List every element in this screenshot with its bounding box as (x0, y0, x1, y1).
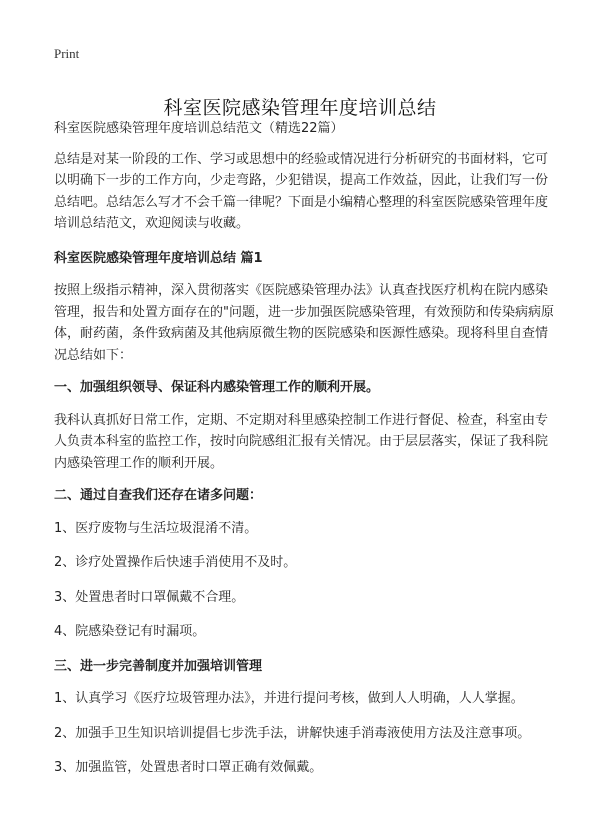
intro-paragraph: 总结是对某一阶段的工作、学习或思想中的经验或情况进行分析研究的书面材料，它可以明确下一步的工作方向，少走弯路，少犯错误，提高工作效益，因此，让我们写一份总结吧。总结怎么写才不会千篇一律呢？下面是小编精心整理的科室医院感染管理年度培训总结范文，欢迎阅读与收藏。 (54, 151, 549, 231)
document-title: 科室医院感染管理年度培训总结 (163, 96, 437, 119)
list-item: 2、加强手卫生知识培训提倡七步洗手法，讲解快速手消毒液使用方法及注意事项。 (54, 725, 531, 741)
list-item: 1、认真学习《医疗垃圾管理办法》，并进行提问考核，做到人人明确，人人掌握。 (54, 691, 524, 706)
document-body (54, 118, 554, 792)
list-item: 3、处置患者时口罩佩戴不合理。 (54, 589, 245, 605)
section-2-heading: 二、通过自查我们还存在诸多问题： (54, 488, 263, 503)
list-item: 2、诊疗处置操作后快速手消使用不及时。 (54, 555, 297, 570)
list-item: 3、加强监管，处置患者时口罩正确有效佩戴。 (54, 760, 323, 775)
section-3-heading: 三、进一步完善制度并加强培训管理 (54, 658, 263, 674)
document-subtitle: 科室医院感染管理年度培训总结范文（精选22篇） (54, 121, 344, 136)
article-intro-paragraph: 按照上级指示精神，深入贯彻落实《医院感染管理办法》认真查找医疗机构在院内感染管理，报告和处置方面存在的"问题，进一步加强医院感染管理，有效预防和传染病病原体，耐药菌，条件致病菌及其他病原微生物的医院感染和医源性感染。现将科里自查情况总结如下： (54, 283, 554, 363)
section-1-paragraph: 我科认真抓好日常工作，定期、不定期对科里感染控制工作进行督促、检查，科室由专人负责本科室的监控工作，按时向院感组汇报有关情况。由于层层落实，保证了我科院内感染管理工作的顺利开展。 (54, 412, 549, 471)
list-item: 1、医疗废物与生活垃圾混淆不清。 (54, 520, 258, 536)
article-heading: 科室医院感染管理年度培训总结 篇1 (54, 250, 263, 266)
print-link[interactable]: Print (54, 46, 80, 61)
list-item: 4、院感染登记有时漏项。 (54, 624, 206, 639)
section-1-heading: 一、加强组织领导、保证科内感染管理工作的顺利开展。 (54, 380, 380, 395)
